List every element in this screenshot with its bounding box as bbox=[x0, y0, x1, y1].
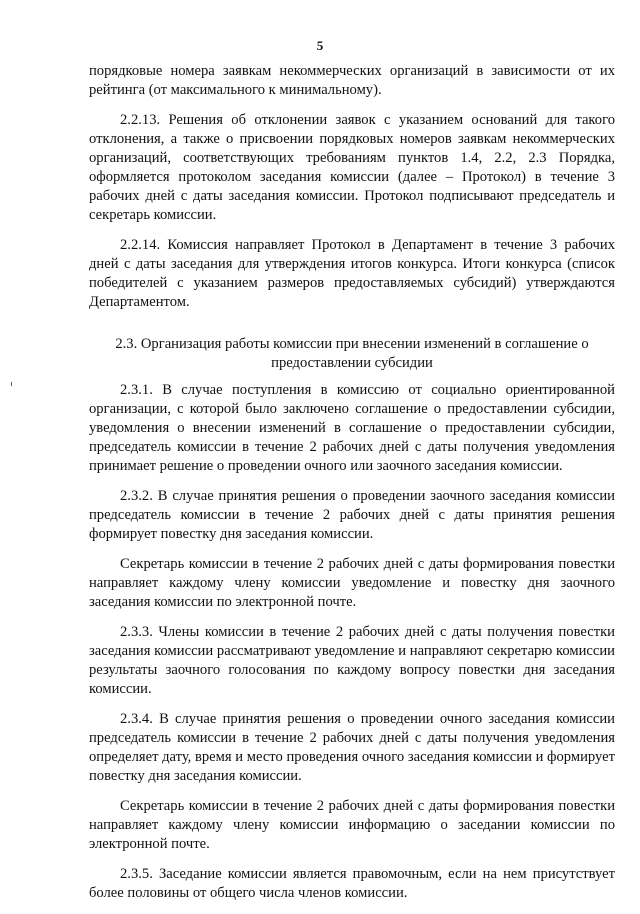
margin-mark bbox=[11, 382, 12, 386]
paragraph-continuation: порядковые номера заявкам некоммерческих организаций в зависимости от их рейтинга (от максимального к минимальному). bbox=[89, 63, 615, 98]
paragraph-2-3-5: 2.3.5. Заседание комиссии является правомочным, если на нем присутствует более половины от общего числа членов комиссии. bbox=[89, 866, 615, 901]
paragraph-2-3-4: 2.3.4. В случае принятия решения о проведении очного заседания комиссии председатель комиссии в течение 2 рабочих дней с даты получения уведомления определяет дату, время и место проведения очного заседания комиссии и формирует повестку дня заседания комиссии. bbox=[89, 711, 615, 784]
paragraph-2-3-1: 2.3.1. В случае поступления в комиссию от социально ориентированной организации, с которой было заключено соглашение о предоставлении субсидии, уведомления о внесении изменений в соглашение о предоставлении субсидии, председатель комиссии в течение 2 рабочих дней с даты получения уведомления принимает решение о проведении очного или заочного заседания комиссии. bbox=[89, 382, 615, 474]
page-number: 5 bbox=[316, 38, 324, 53]
paragraph-2-3-3: 2.3.3. Члены комиссии в течение 2 рабочих дней с даты получения повестки заседания комиссии рассматривают уведомление и направляют секретарю комиссии результаты заочного голосования по каждому вопросу повестки дня заседания комиссии. bbox=[89, 624, 615, 697]
paragraph-2-2-14: 2.2.14. Комиссия направляет Протокол в Департамент в течение 3 рабочих дней с даты заседания для утверждения итогов конкурса. Итоги конкурса (список победителей с указанием размеров предоставляемых субсидий) утверждаются Департаментом. bbox=[89, 237, 615, 310]
paragraph-secretary-notice-absentee: Секретарь комиссии в течение 2 рабочих дней с даты формирования повестки направляет каждому члену комиссии уведомление и повестку дня заочного заседания комиссии по электронной почте. bbox=[89, 556, 615, 610]
paragraph-2-2-13: 2.2.13. Решения об отклонении заявок с указанием оснований для такого отклонения, а также о присвоении порядковых номеров заявкам некоммерческих организаций, соответствующих требованиям пунктов 1.4, 2.2, 2.3 Порядка, оформляется протоколом заседания комиссии (далее – Протокол) в течение 3 рабочих дней с даты заседания комиссии. Протокол подписывают председатель и секретарь комиссии. bbox=[89, 112, 615, 223]
document-body bbox=[89, 62, 615, 914]
paragraph-secretary-notice-in-person: Секретарь комиссии в течение 2 рабочих дней с даты формирования повестки направляет каждому члену комиссии информацию о заседании комиссии по электронной почте. bbox=[89, 798, 615, 852]
paragraph-2-3-2: 2.3.2. В случае принятия решения о проведении заочного заседания комиссии председатель комиссии в течение 2 рабочих дней с даты принятия решения формирует повестку дня заседания комиссии. bbox=[89, 488, 615, 542]
section-heading-2-3: 2.3. Организация работы комиссии при внесении изменений в соглашение о предоставлении субсидии bbox=[115, 336, 589, 371]
